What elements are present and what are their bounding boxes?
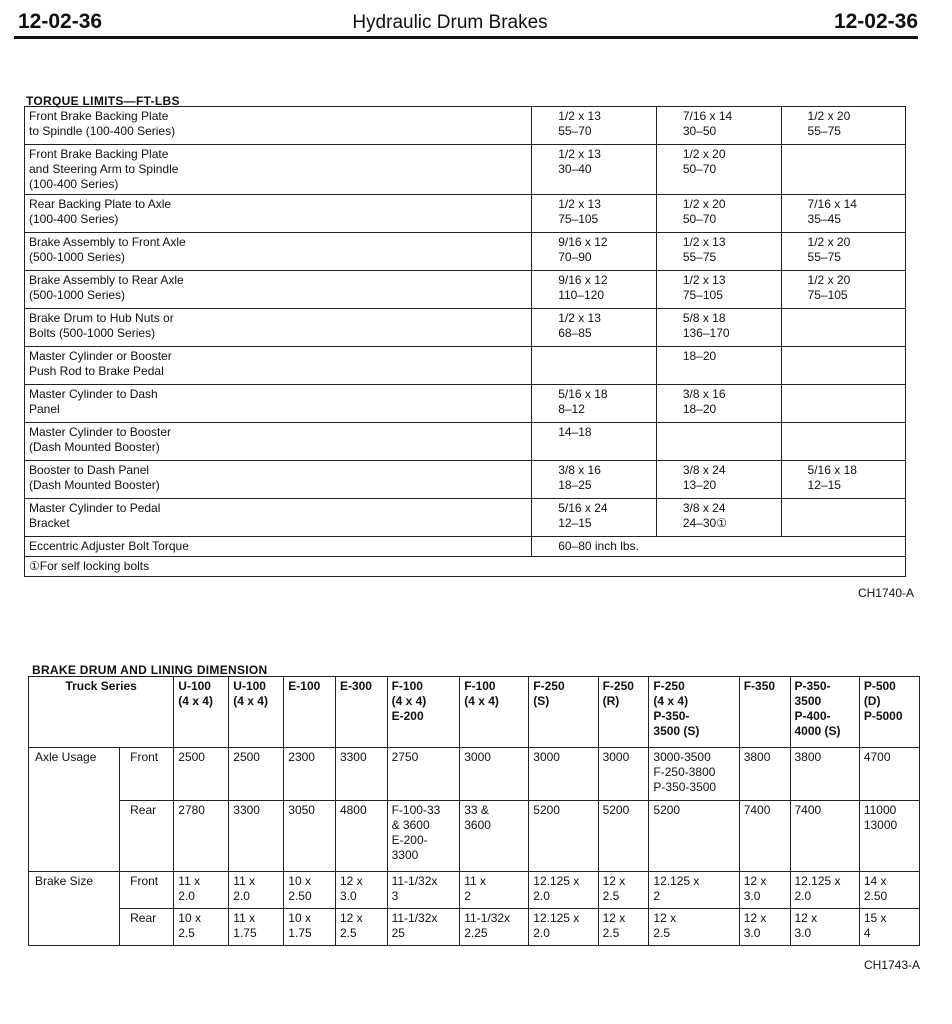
page-number-right: 12-02-36: [833, 10, 918, 33]
torque-desc-cell: Front Brake Backing Plate to Spindle (100-400 Series): [25, 107, 532, 145]
torque-value-cell: 1/2 x 20 55–75: [781, 233, 905, 271]
truck-series-column-header: F-250 (S): [529, 677, 598, 748]
truck-series-header: Truck Series: [29, 677, 174, 748]
torque-value-cell: [781, 309, 905, 347]
front-label: Front: [120, 748, 174, 801]
table-row: [29, 909, 920, 946]
brake-value-cell: 12 x 2.5: [649, 909, 739, 946]
table-row: [25, 233, 906, 271]
brake-value-cell: 2300: [284, 748, 336, 801]
torque-value-cell: 5/16 x 18 12–15: [781, 461, 905, 499]
torque-value-cell: 1/2 x 13 55–75: [656, 233, 781, 271]
brake-value-cell: 3050: [284, 801, 336, 872]
torque-figure-code: CH1740-A: [857, 586, 914, 600]
torque-value-cell: 9/16 x 12 110–120: [532, 271, 657, 309]
truck-series-column-header: U-100 (4 x 4): [174, 677, 229, 748]
torque-desc-cell: Booster to Dash Panel (Dash Mounted Booster): [25, 461, 532, 499]
table-row: [29, 801, 920, 872]
brake-value-cell: 12.125 x 2.0: [790, 872, 859, 909]
brake-value-cell: 3000-3500 F-250-3800 P-350-3500: [649, 748, 739, 801]
torque-desc-cell: Master Cylinder to Booster (Dash Mounted Booster): [25, 423, 532, 461]
eccentric-desc-cell: Eccentric Adjuster Bolt Torque: [25, 537, 532, 557]
torque-value-cell: [656, 423, 781, 461]
brake-value-cell: 11-1/32x 25: [387, 909, 460, 946]
brake-value-cell: 12 x 2.5: [598, 872, 649, 909]
torque-value-cell: 1/2 x 20 50–70: [656, 195, 781, 233]
torque-value-cell: 7/16 x 14 35–45: [781, 195, 905, 233]
torque-value-cell: 7/16 x 14 30–50: [656, 107, 781, 145]
brake-value-cell: 10 x 2.50: [284, 872, 336, 909]
brake-value-cell: 11 x 2: [460, 872, 529, 909]
table-row: [29, 748, 920, 801]
brake-value-cell: F-100-33 & 3600 E-200- 3300: [387, 801, 460, 872]
torque-value-cell: 3/8 x 16 18–20: [656, 385, 781, 423]
rear-label: Rear: [120, 801, 174, 872]
page-number-left: 12-02-36: [18, 10, 103, 33]
brake-value-cell: 10 x 2.5: [174, 909, 229, 946]
table-row: [29, 872, 920, 909]
table-row: [25, 557, 906, 577]
brake-value-cell: 3800: [739, 748, 790, 801]
header-rule: [14, 36, 918, 39]
torque-value-cell: 5/16 x 18 8–12: [532, 385, 657, 423]
brake-value-cell: 12.125 x 2.0: [529, 909, 598, 946]
front-label: Front: [120, 872, 174, 909]
brake-value-cell: 2500: [229, 748, 284, 801]
table-row: [25, 107, 906, 145]
torque-desc-cell: Brake Assembly to Front Axle (500-1000 Series): [25, 233, 532, 271]
torque-value-cell: 5/8 x 18 136–170: [656, 309, 781, 347]
torque-value-cell: 9/16 x 12 70–90: [532, 233, 657, 271]
torque-value-cell: 18–20: [656, 347, 781, 385]
brake-value-cell: 12.125 x 2.0: [529, 872, 598, 909]
brake-value-cell: 14 x 2.50: [859, 872, 919, 909]
brake-value-cell: 11 x 2.0: [229, 872, 284, 909]
torque-footnote: ①For self locking bolts: [25, 557, 906, 577]
torque-table: [24, 106, 906, 577]
brake-value-cell: 33 & 3600: [460, 801, 529, 872]
torque-table-body: [25, 107, 906, 537]
truck-series-column-header: P-500 (D) P-5000: [859, 677, 919, 748]
brake-size-label: Brake Size: [29, 872, 120, 946]
rear-label: Rear: [120, 909, 174, 946]
brake-value-cell: 12 x 3.0: [739, 872, 790, 909]
brake-value-cell: 7400: [790, 801, 859, 872]
torque-value-cell: 1/2 x 13 75–105: [532, 195, 657, 233]
table-row: [25, 423, 906, 461]
truck-series-column-header: E-300: [335, 677, 387, 748]
brake-value-cell: 12 x 2.5: [598, 909, 649, 946]
torque-value-cell: 1/2 x 13 68–85: [532, 309, 657, 347]
table-row: [25, 385, 906, 423]
brake-drum-table: [28, 676, 920, 946]
torque-value-cell: 3/8 x 24 13–20: [656, 461, 781, 499]
torque-desc-cell: Rear Backing Plate to Axle (100-400 Series): [25, 195, 532, 233]
torque-desc-cell: Brake Drum to Hub Nuts or Bolts (500-1000 Series): [25, 309, 532, 347]
brake-value-cell: 5200: [529, 801, 598, 872]
brake-value-cell: 12 x 3.0: [335, 872, 387, 909]
brake-value-cell: 3000: [598, 748, 649, 801]
brake-value-cell: 11 x 2.0: [174, 872, 229, 909]
brake-value-cell: 4700: [859, 748, 919, 801]
brake-table-caption: BRAKE DRUM AND LINING DIMENSION: [32, 663, 268, 677]
torque-desc-cell: Master Cylinder or Booster Push Rod to Brake Pedal: [25, 347, 532, 385]
brake-value-cell: 2750: [387, 748, 460, 801]
truck-series-column-header: E-100: [284, 677, 336, 748]
eccentric-value-cell: 60–80 inch lbs.: [532, 537, 906, 557]
brake-value-cell: 2500: [174, 748, 229, 801]
brake-value-cell: 7400: [739, 801, 790, 872]
truck-series-column-header: U-100 (4 x 4): [229, 677, 284, 748]
table-row: [25, 195, 906, 233]
torque-table-caption: TORQUE LIMITS—FT-LBS: [26, 94, 180, 108]
brake-value-cell: 3300: [335, 748, 387, 801]
brake-value-cell: 12 x 3.0: [790, 909, 859, 946]
truck-series-column-header: F-350: [739, 677, 790, 748]
brake-value-cell: 11-1/32x 2.25: [460, 909, 529, 946]
torque-table-tail: [25, 537, 906, 577]
torque-value-cell: 1/2 x 20 50–70: [656, 145, 781, 195]
brake-value-cell: 12.125 x 2: [649, 872, 739, 909]
brake-header-row: [29, 677, 920, 748]
truck-series-column-header: F-100 (4 x 4) E-200: [387, 677, 460, 748]
torque-value-cell: 5/16 x 24 12–15: [532, 499, 657, 537]
brake-value-cell: 11-1/32x 3: [387, 872, 460, 909]
torque-value-cell: [781, 347, 905, 385]
brake-figure-code: CH1743-A: [863, 958, 920, 972]
axle-usage-label: Axle Usage: [29, 748, 120, 872]
truck-series-column-header: F-250 (4 x 4) P-350- 3500 (S): [649, 677, 739, 748]
torque-value-cell: [781, 385, 905, 423]
brake-value-cell: 4800: [335, 801, 387, 872]
truck-series-column-header: P-350- 3500 P-400- 4000 (S): [790, 677, 859, 748]
brake-value-cell: 10 x 1.75: [284, 909, 336, 946]
table-row: [25, 145, 906, 195]
torque-value-cell: 3/8 x 16 18–25: [532, 461, 657, 499]
brake-value-cell: 11 x 1.75: [229, 909, 284, 946]
table-row: [25, 537, 906, 557]
table-row: [25, 347, 906, 385]
torque-value-cell: 1/2 x 13 75–105: [656, 271, 781, 309]
brake-value-cell: 12 x 2.5: [335, 909, 387, 946]
brake-value-cell: 15 x 4: [859, 909, 919, 946]
truck-series-column-header: F-100 (4 x 4): [460, 677, 529, 748]
torque-value-cell: 1/2 x 20 55–75: [781, 107, 905, 145]
truck-series-column-header: F-250 (R): [598, 677, 649, 748]
torque-desc-cell: Front Brake Backing Plate and Steering Arm to Spindle (100-400 Series): [25, 145, 532, 195]
torque-desc-cell: Master Cylinder to Pedal Bracket: [25, 499, 532, 537]
brake-value-cell: 5200: [649, 801, 739, 872]
table-row: [25, 271, 906, 309]
torque-value-cell: [532, 347, 657, 385]
torque-value-cell: 14–18: [532, 423, 657, 461]
torque-value-cell: [781, 423, 905, 461]
page-title: Hydraulic Drum Brakes: [352, 12, 548, 33]
brake-value-cell: 3000: [460, 748, 529, 801]
brake-value-cell: 11000 13000: [859, 801, 919, 872]
brake-value-cell: 3800: [790, 748, 859, 801]
torque-value-cell: 1/2 x 13 30–40: [532, 145, 657, 195]
torque-desc-cell: Brake Assembly to Rear Axle (500-1000 Series): [25, 271, 532, 309]
torque-value-cell: [781, 499, 905, 537]
brake-value-cell: 12 x 3.0: [739, 909, 790, 946]
torque-desc-cell: Master Cylinder to Dash Panel: [25, 385, 532, 423]
brake-value-cell: 2780: [174, 801, 229, 872]
brake-value-cell: 5200: [598, 801, 649, 872]
table-row: [25, 461, 906, 499]
brake-value-cell: 3300: [229, 801, 284, 872]
torque-value-cell: 1/2 x 13 55–70: [532, 107, 657, 145]
brake-value-cell: 3000: [529, 748, 598, 801]
table-row: [25, 309, 906, 347]
torque-value-cell: [781, 145, 905, 195]
torque-value-cell: 1/2 x 20 75–105: [781, 271, 905, 309]
torque-value-cell: 3/8 x 24 24–30①: [656, 499, 781, 537]
table-row: [25, 499, 906, 537]
